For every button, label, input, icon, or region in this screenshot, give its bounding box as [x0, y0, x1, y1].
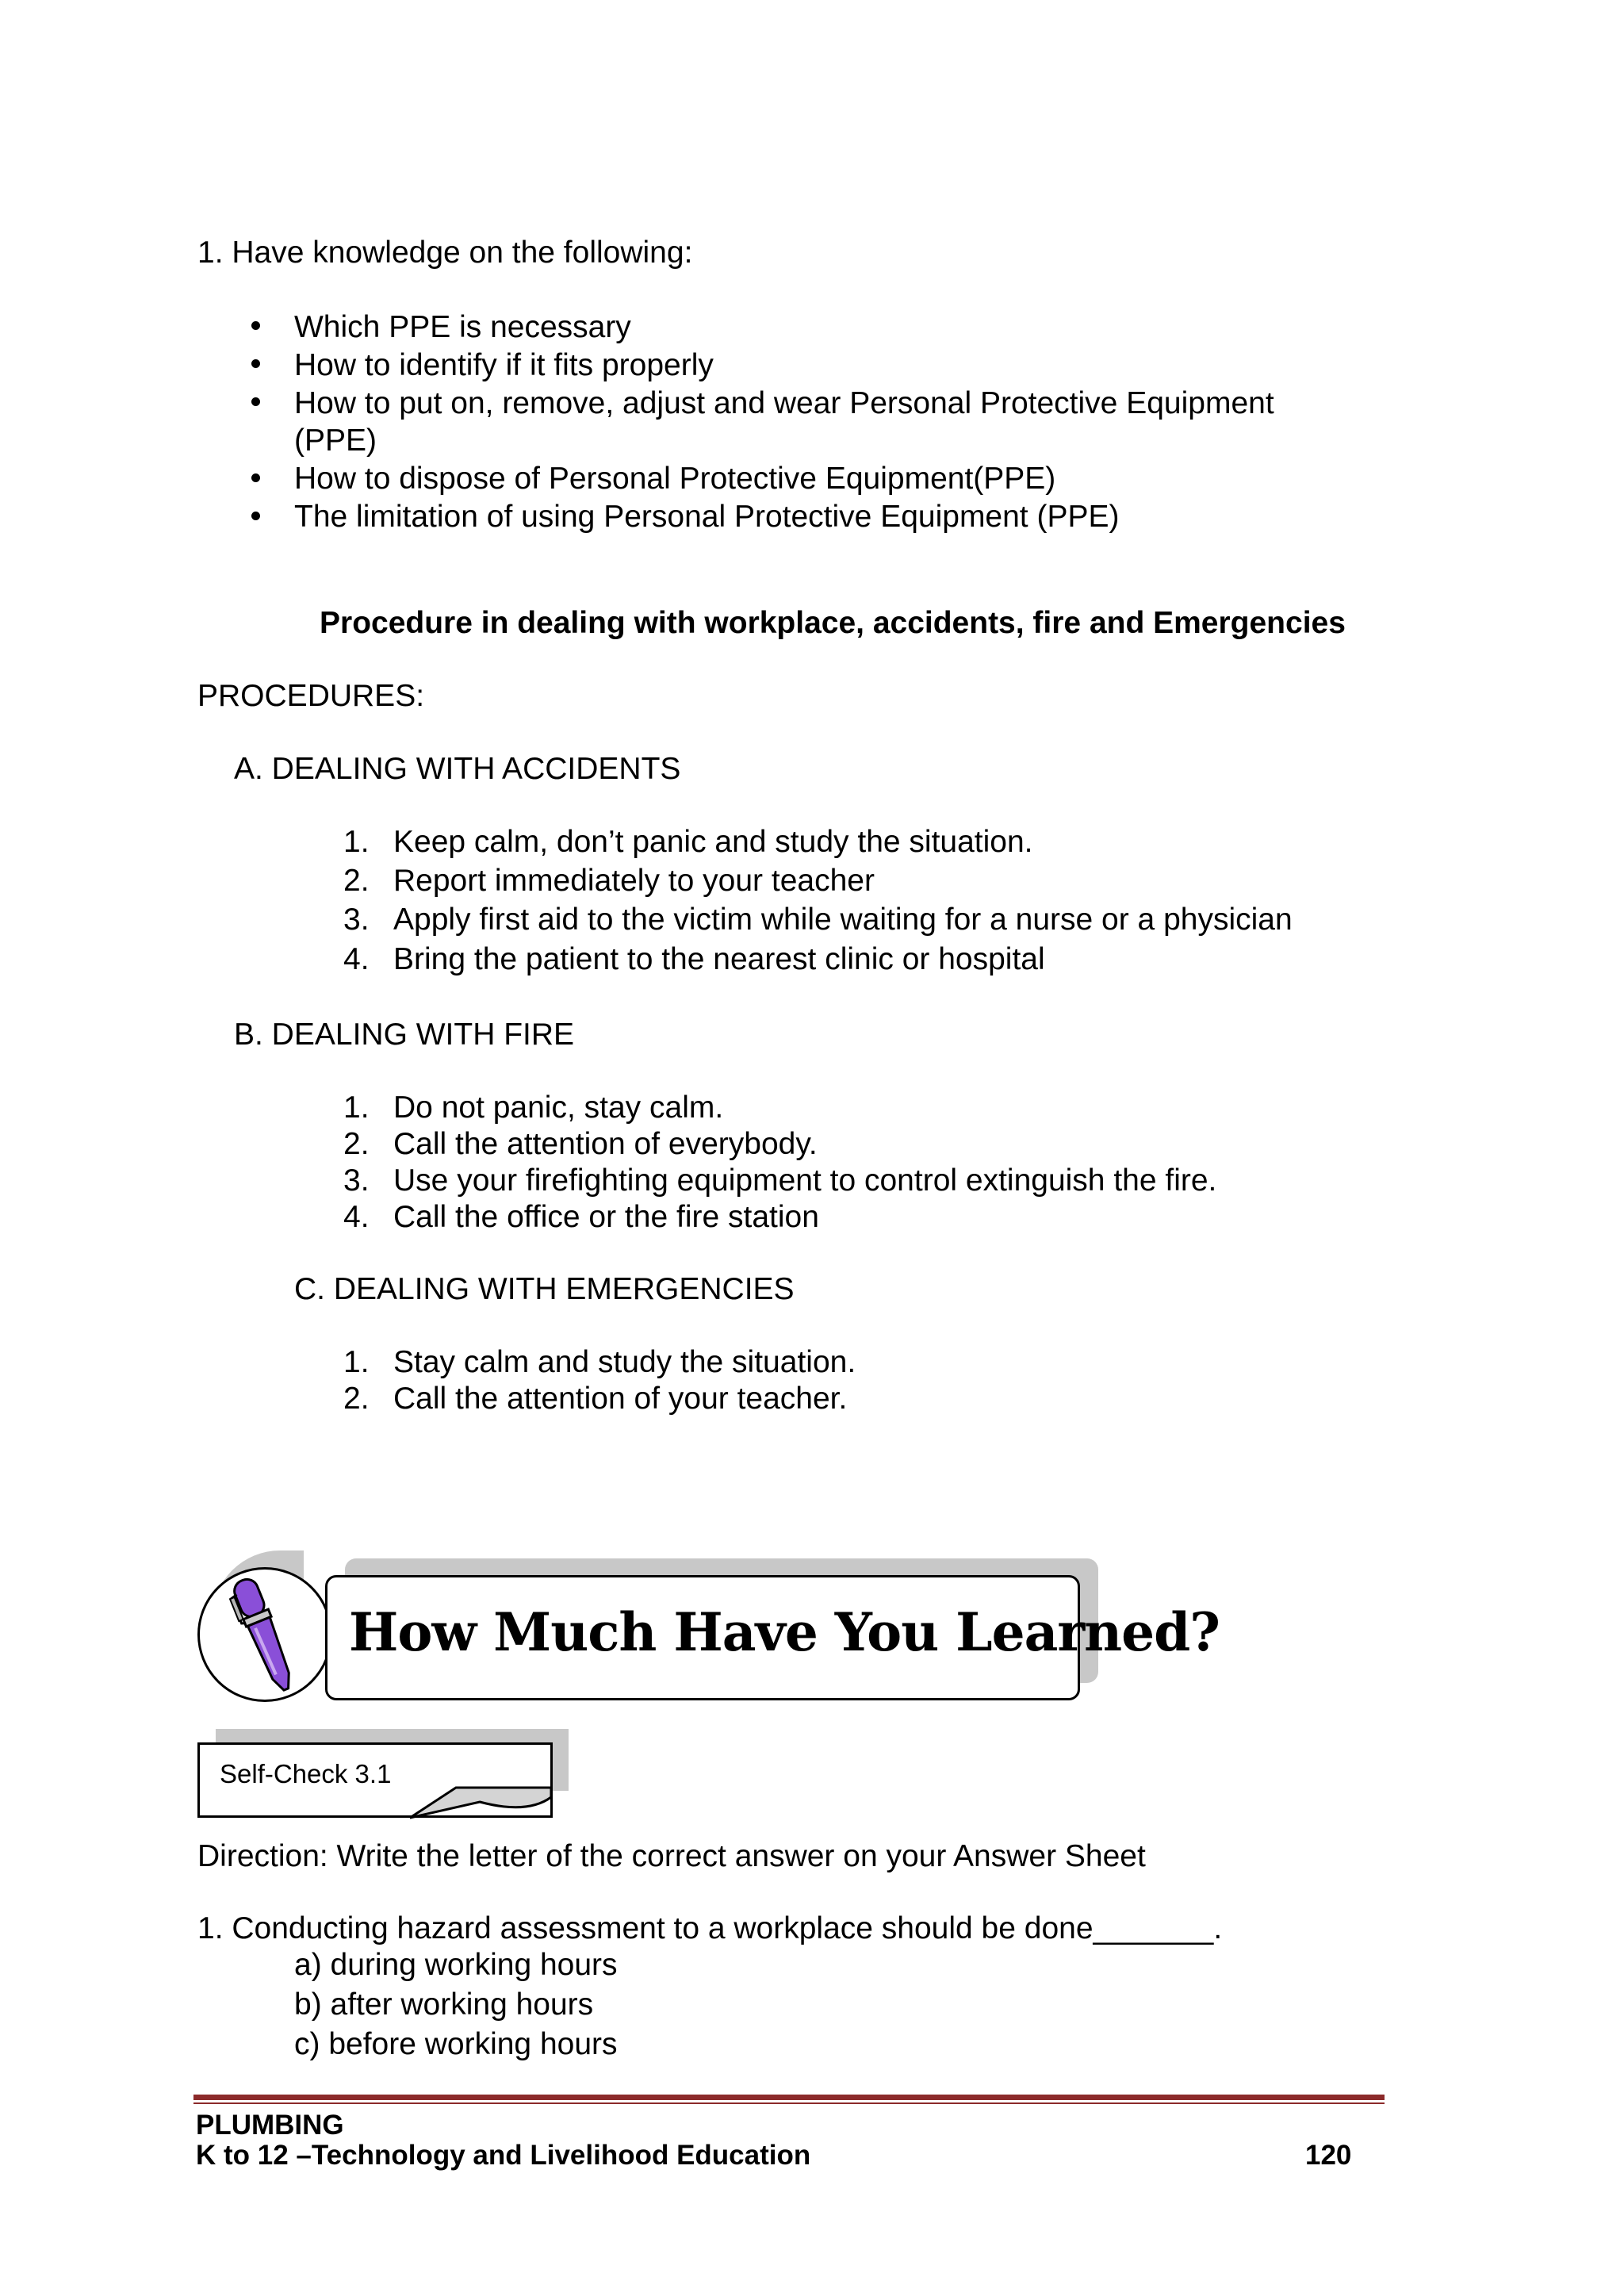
footer-rule-thin [193, 2102, 1385, 2104]
bullet-item: How to identify if it fits properly [294, 348, 714, 382]
list-item-number: 2. [343, 1382, 370, 1416]
bullet-dot [251, 397, 260, 406]
list-item: Keep calm, don’t panic and study the situation. [393, 825, 1033, 859]
page-number: 120 [1305, 2140, 1352, 2171]
direction-text: Direction: Write the letter of the correct answer on your Answer Sheet [197, 1839, 1146, 1873]
bullet-item: The limitation of using Personal Protective Equipment (PPE) [294, 500, 1120, 534]
footer-course: K to 12 –Technology and Livelihood Education [196, 2140, 811, 2171]
list-item: Bring the patient to the nearest clinic or hospital [393, 942, 1045, 976]
list-item-number: 1. [343, 825, 370, 859]
intro-heading: 1. Have knowledge on the following: [197, 236, 693, 270]
bullet-dot [251, 473, 260, 482]
group-heading: B. DEALING WITH FIRE [234, 1018, 575, 1052]
banner-icon-circle [197, 1567, 332, 1702]
procedures-label: PROCEDURES: [197, 679, 425, 713]
banner-title: How Much Have You Learned? [349, 1601, 1220, 1663]
list-item: Call the attention of everybody. [393, 1127, 818, 1161]
bullet-item: How to put on, remove, adjust and wear Personal Protective Equipment [294, 386, 1274, 420]
question-text: 1. Conducting hazard assessment to a workplace should be done_______. [197, 1911, 1223, 1945]
self-check-label: Self-Check 3.1 [220, 1759, 392, 1788]
list-item-number: 2. [343, 864, 370, 898]
list-item-number: 4. [343, 1200, 370, 1234]
list-item-number: 1. [343, 1091, 370, 1125]
list-item: Do not panic, stay calm. [393, 1091, 724, 1125]
answer-option: a) during working hours [294, 1948, 618, 1982]
group-heading: C. DEALING WITH EMERGENCIES [294, 1272, 795, 1306]
list-item: Report immediately to your teacher [393, 864, 875, 898]
bullet-dot [251, 359, 260, 368]
list-item: Call the office or the fire station [393, 1200, 819, 1234]
list-item: Use your firefighting equipment to control extinguish the fire. [393, 1163, 1217, 1198]
page-curl-icon [408, 1784, 555, 1820]
bullet-dot [251, 512, 260, 520]
list-item-number: 3. [343, 903, 370, 937]
list-item-number: 4. [343, 942, 370, 976]
list-item-number: 3. [343, 1163, 370, 1198]
footer-subject: PLUMBING [196, 2110, 344, 2141]
list-item: Call the attention of your teacher. [393, 1382, 848, 1416]
list-item-number: 2. [343, 1127, 370, 1161]
answer-option: b) after working hours [294, 1987, 594, 2022]
group-heading: A. DEALING WITH ACCIDENTS [234, 752, 681, 786]
list-item-number: 1. [343, 1345, 370, 1379]
answer-option: c) before working hours [294, 2027, 618, 2061]
footer-rule [193, 2095, 1385, 2100]
bullet-dot [251, 321, 260, 330]
section-title: Procedure in dealing with workplace, accidents, fire and Emergencies [320, 606, 1346, 640]
pen-icon [200, 1570, 330, 1700]
list-item: Apply first aid to the victim while waiting for a nurse or a physician [393, 903, 1293, 937]
bullet-item-continuation: (PPE) [294, 424, 377, 458]
list-item: Stay calm and study the situation. [393, 1345, 856, 1379]
bullet-item: Which PPE is necessary [294, 310, 631, 344]
bullet-item: How to dispose of Personal Protective Equipment(PPE) [294, 462, 1056, 496]
